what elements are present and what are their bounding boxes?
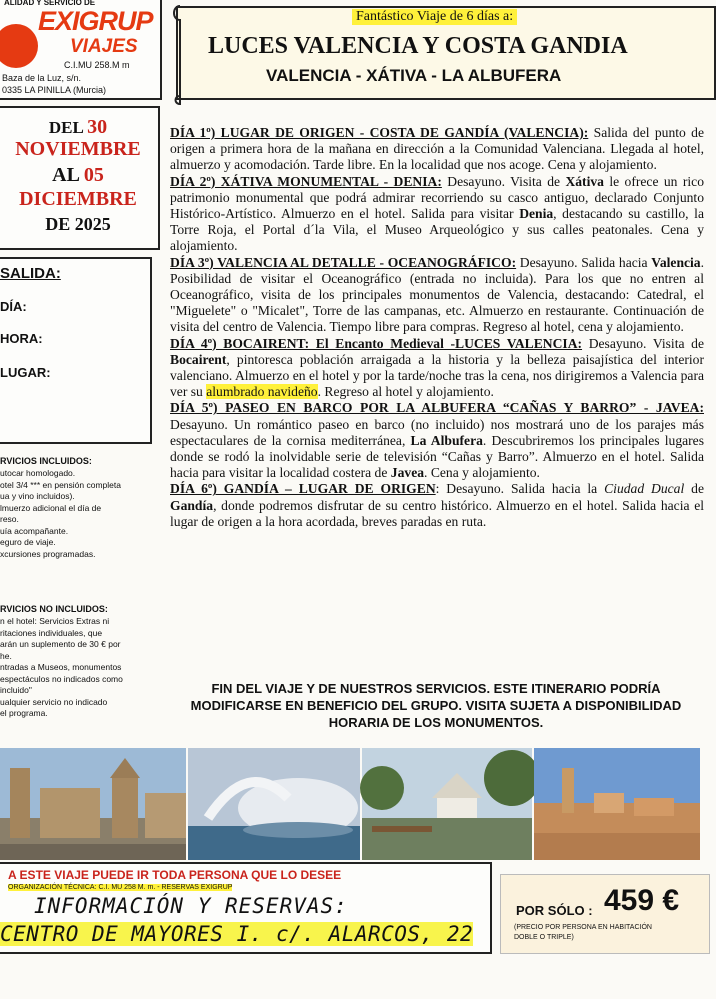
itinerary-day	[170, 174, 704, 255]
itinerary-day	[170, 400, 704, 481]
itinerary-text: le ofrece un rico patrimonio monumental que podrá admirar recorriendo su casco antiguo, declarado Conjunto Histórico-Artístico. Almuerzo en el hotel. Salida para visitar	[170, 173, 705, 222]
itinerary-text: Gandía	[170, 497, 214, 513]
departure-box	[0, 257, 152, 444]
service-item: lmuerzo adicional el día de	[0, 502, 102, 513]
itinerary-text: Valencia	[651, 254, 701, 270]
service-item: ua y vino incluidos).	[0, 491, 75, 501]
service-item: utocar homologado.	[0, 468, 76, 478]
organization-note: ORGANIZACIÓN TÉCNICA: C.I. MU 258 M. m. - RESERVAS EXIGRUP	[8, 884, 233, 891]
date-month1: NOVIEMBRE	[15, 138, 141, 160]
itinerary-day-heading: DÍA 1º) LUGAR DE ORIGEN - COSTA DE GANDÍA (VALENCIA):	[170, 125, 589, 140]
itinerary-text: Xátiva	[565, 173, 604, 189]
photo-valencia-cathedral	[0, 748, 186, 860]
itinerary-text: Javea	[390, 465, 425, 481]
itinerary-text: . Descubriremos los principales lugares donde se rodó la inolvidable serie de televisión “Cañas y Barro”. Almuerzo en el hotel. Salida hacia para visitar la localidad costera de	[170, 432, 705, 481]
itinerary-text: , pintoresca población arraigada a la historia y la belleza paisajística del interior valenciano. Almuerzo en el hotel y por la tarde/noche tras la cena, nos dirigiremos a Valencia para ver su	[170, 351, 704, 400]
date-year-line	[0, 214, 158, 235]
itinerary-text: Desayuno. Visita de	[441, 173, 566, 189]
itinerary	[170, 125, 704, 530]
itinerary-text: Desayuno. Un romántico paseo en barco (no incluido) nos mostrará uno de los parajes más espectaculares de la cornisa mediterránea,	[170, 416, 704, 448]
service-item: ualquier servicio no indicado	[0, 696, 108, 707]
dates-box	[0, 106, 160, 250]
service-item: el programa.	[0, 708, 48, 718]
date-day2: 05	[83, 164, 104, 186]
service-item: n el hotel: Servicios Extras ni	[0, 616, 110, 626]
date-de: DE	[45, 214, 71, 234]
trip-title: LUCES VALENCIA Y COSTA GANDIA	[208, 33, 628, 59]
service-item: incluido"	[0, 685, 32, 695]
itinerary-text: , donde podremos disfrutar de su centro histórico. Almuerzo en el hotel. Salida hacia el lugar de origen a la hora acordada, breves paradas en ruta.	[170, 497, 704, 529]
itinerary-text: : Desayuno. Salida hacia la	[435, 481, 605, 497]
date-to-line	[0, 164, 158, 187]
itinerary-text: La Albufera	[410, 432, 483, 448]
itinerary-day-heading: DÍA 2º) XÁTIVA MONUMENTAL - DENIA:	[170, 173, 442, 189]
itinerary-text: . Cena y alojamiento.	[424, 465, 540, 481]
departure-day-label: DÍA:	[0, 299, 27, 314]
logo-tagline: ALIDAD Y SERVICIO DE	[4, 0, 96, 7]
logo-license: C.I.MU 258.M m	[64, 60, 130, 70]
closing-note: FIN DEL VIAJE Y DE NUESTROS SERVICIOS. ESTE ITINERARIO PODRÍA MODIFICARSE EN BENEFICIO DEL GRUPO. VISITA SUJETA A DISPONIBILIDAD HORARIA DE LOS MONUMENTOS.	[190, 681, 682, 730]
service-item: espectáculos no indicados como	[0, 673, 123, 684]
itinerary-day-heading: DÍA 5º) PASEO EN BARCO POR LA ALBUFERA “CAÑAS Y BARRO” - JAVEA:	[170, 400, 704, 416]
date-from-line	[0, 116, 158, 139]
itinerary-text: , destacando su castillo, la Torre Roja, el Portal d´la Vila, el Museo Arqueológico y sus calles peatonales. Cena y alojamiento.	[170, 206, 704, 254]
photo-city-of-arts	[188, 748, 360, 860]
photo-albufera	[362, 748, 532, 860]
itinerary-text: Desayuno. Salida hacia	[516, 254, 652, 270]
departure-title: SALIDA:	[0, 265, 61, 282]
service-item: he.	[0, 650, 12, 661]
photo-strip	[0, 748, 700, 860]
service-item: reso.	[0, 514, 19, 524]
service-item: otel 3/4 *** en pensión completa	[0, 479, 121, 490]
itinerary-text: Ciudad Ducal	[604, 481, 685, 497]
price-value: 459 €	[604, 884, 680, 917]
itinerary-text: Bocairent	[170, 351, 227, 367]
service-item: ritaciones individuales, que	[0, 627, 103, 638]
itinerary-text: . Regreso al hotel y alojamiento.	[317, 384, 494, 400]
date-month2: DICIEMBRE	[19, 188, 137, 210]
scroll-curl-icon	[170, 0, 192, 110]
price-note-line2: DOBLE O TRIPLE)	[514, 934, 574, 941]
open-to-all-note: A ESTE VIAJE PUEDE IR TODA PERSONA QUE LO DESEE	[8, 868, 342, 882]
itinerary-text: . Posibilidad de visitar el Oceanográfico (entrada no incluida). Para los que no entren al Oceanográfico, visita de los principales monumentos de Valencia, destacando: Catedral, el "Miguelete" o "Micalet", Torre de las campanas, etc. Almuerzo en restaurante. Continuación de visita del centro de Valencia. Tiempo libre para compras. Regreso al hotel, cena y alojamiento.	[170, 254, 705, 335]
date-year: 2025	[74, 214, 111, 234]
photo-xativa	[534, 748, 700, 860]
price-label: POR SÓLO :	[516, 903, 593, 918]
logo-subtitle: VIAJES	[70, 36, 138, 57]
service-item: eguro de viaje.	[0, 537, 56, 547]
handwritten-address: CENTRO DE MAYORES I. c/. ALARCOS, 22	[0, 922, 474, 946]
service-item: arán un suplemento de 30 € por	[0, 639, 121, 649]
itinerary-day-heading: DÍA 4º) BOCAIRENT: El Encanto Medieval -LUCES VALENCIA:	[170, 335, 583, 351]
itinerary-text: Denia	[519, 206, 554, 222]
price-note-line1: (PRECIO POR PERSONA EN HABITACIÓN	[514, 924, 652, 931]
date-al: AL	[52, 164, 79, 186]
service-item: uía acompañante.	[0, 525, 69, 536]
handwritten-info-heading: INFORMACIÓN Y RESERVAS:	[34, 894, 348, 918]
itinerary-day-heading: DÍA 6º) GANDÍA – LUGAR DE ORIGEN	[170, 481, 436, 497]
itinerary-day	[170, 481, 704, 530]
service-item: xcursiones programadas.	[0, 548, 96, 559]
itinerary-text: Salida del punto de origen a primera hora de la mañana en dirección a la Comunidad Valenciana. Llegada al hotel, almuerzo y acomodación. Tarde libre. En la localidad que nos acoge. Cena y alojamiento.	[170, 125, 705, 173]
trip-subtitle: VALENCIA - XÁTIVA - LA ALBUFERA	[266, 66, 562, 85]
departure-time-label: HORA:	[0, 331, 43, 346]
itinerary-text: de	[684, 481, 704, 497]
departure-place-label: LUGAR:	[0, 365, 51, 380]
service-item: ntradas a Museos, monumentos	[0, 662, 122, 672]
itinerary-text: Desayuno. Visita de	[582, 335, 704, 351]
logo-address-line2: 0335 LA PINILLA (Murcia)	[2, 85, 107, 95]
itinerary-day	[170, 336, 704, 401]
date-del: DEL	[48, 118, 83, 137]
header-tagline: Fantástico Viaje de 6 días a:	[352, 9, 517, 25]
itinerary-day	[170, 125, 704, 174]
logo-address-line1: Baza de la Luz, s/n.	[2, 73, 82, 83]
services-excluded-title: RVICIOS NO INCLUIDOS:	[0, 604, 108, 614]
itinerary-day-heading: DÍA 3º) VALENCIA AL DETALLE - OCEANOGRÁFICO:	[170, 254, 517, 270]
date-day1: 30	[87, 116, 108, 138]
itinerary-day	[170, 255, 704, 336]
itinerary-text: alumbrado navideño	[206, 384, 318, 400]
logo-name: EXIGRUP	[38, 6, 153, 36]
services-included-title: RVICIOS INCLUIDOS:	[0, 456, 92, 466]
